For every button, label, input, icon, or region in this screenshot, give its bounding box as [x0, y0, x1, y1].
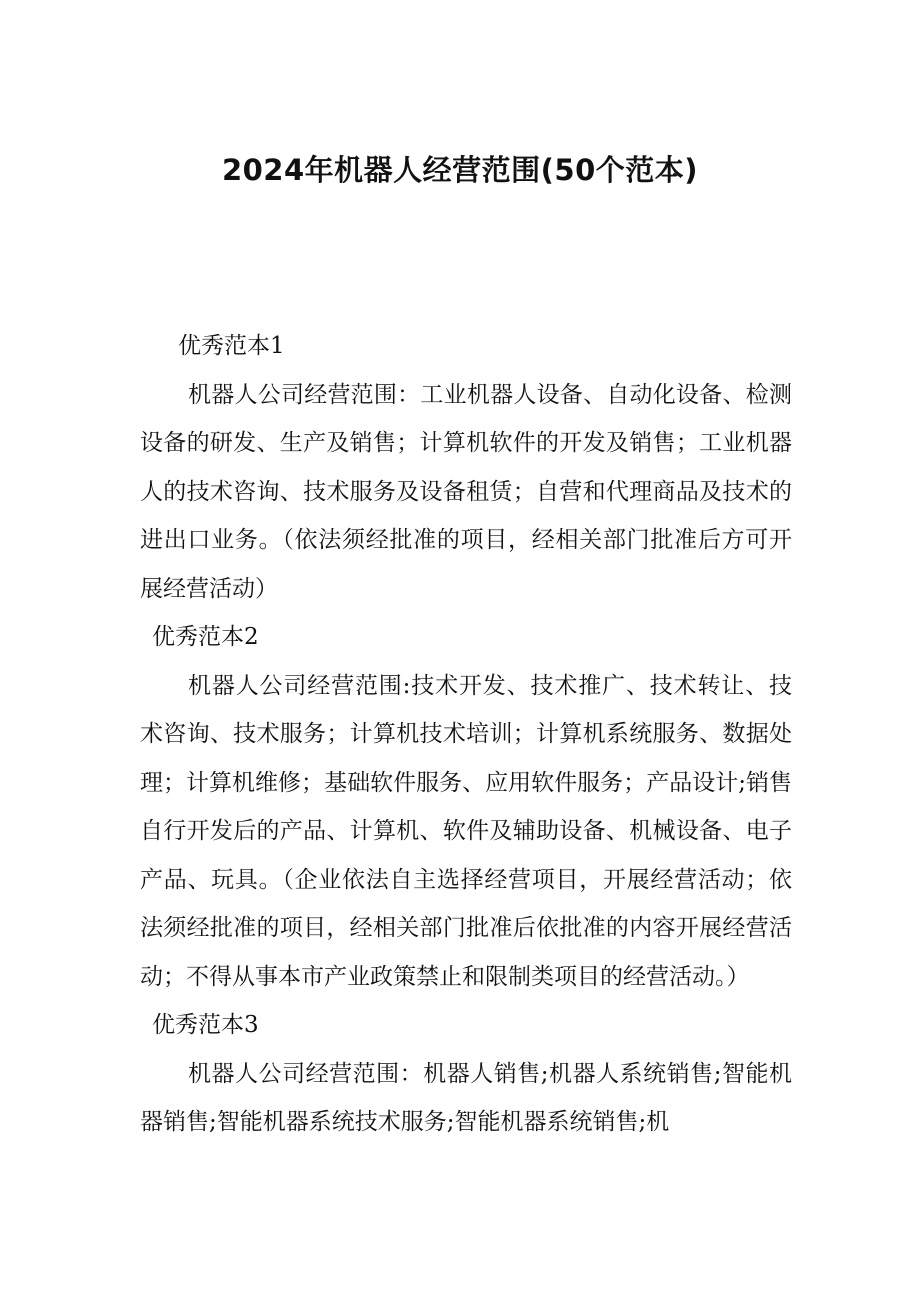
section-heading-1: 优秀范本1 — [178, 333, 285, 359]
section-paragraph-3: 机器人公司经营范围：机器人销售;机器人系统销售;智能机器销售;智能机器系统技术服务;智能机器系统销售;机 — [140, 1060, 792, 1135]
document-body — [140, 322, 792, 1147]
section-heading-3: 优秀范本3 — [152, 1012, 259, 1038]
section-paragraph-1: 机器人公司经营范围：工业机器人设备、自动化设备、检测设备的研发、生产及销售；计算机软件的开发及销售；工业机器人的技术咨询、技术服务及设备租赁；自营和代理商品及技术的进出口业务。（依法须经批准的项目，经相关部门批准后方可开展经营活动） — [140, 381, 792, 602]
section-heading-2: 优秀范本2 — [152, 624, 259, 650]
document-title: 2024年机器人经营范围(50个范本) — [221, 153, 699, 187]
section-paragraph-2: 机器人公司经营范围:技术开发、技术推广、技术转让、技术咨询、技术服务；计算机技术培训；计算机系统服务、数据处理；计算机维修；基础软件服务、应用软件服务；产品设计;销售自行开发后的产品、计算机、软件及辅助设备、机械设备、电子产品、玩具。（企业依法自主选择经营项目，开展经营活动；依法须经批准的项目，经相关部门批准后依批准的内容开展经营活动；不得从事本市产业政策禁止和限制类项目的经营活动。） — [140, 672, 792, 990]
